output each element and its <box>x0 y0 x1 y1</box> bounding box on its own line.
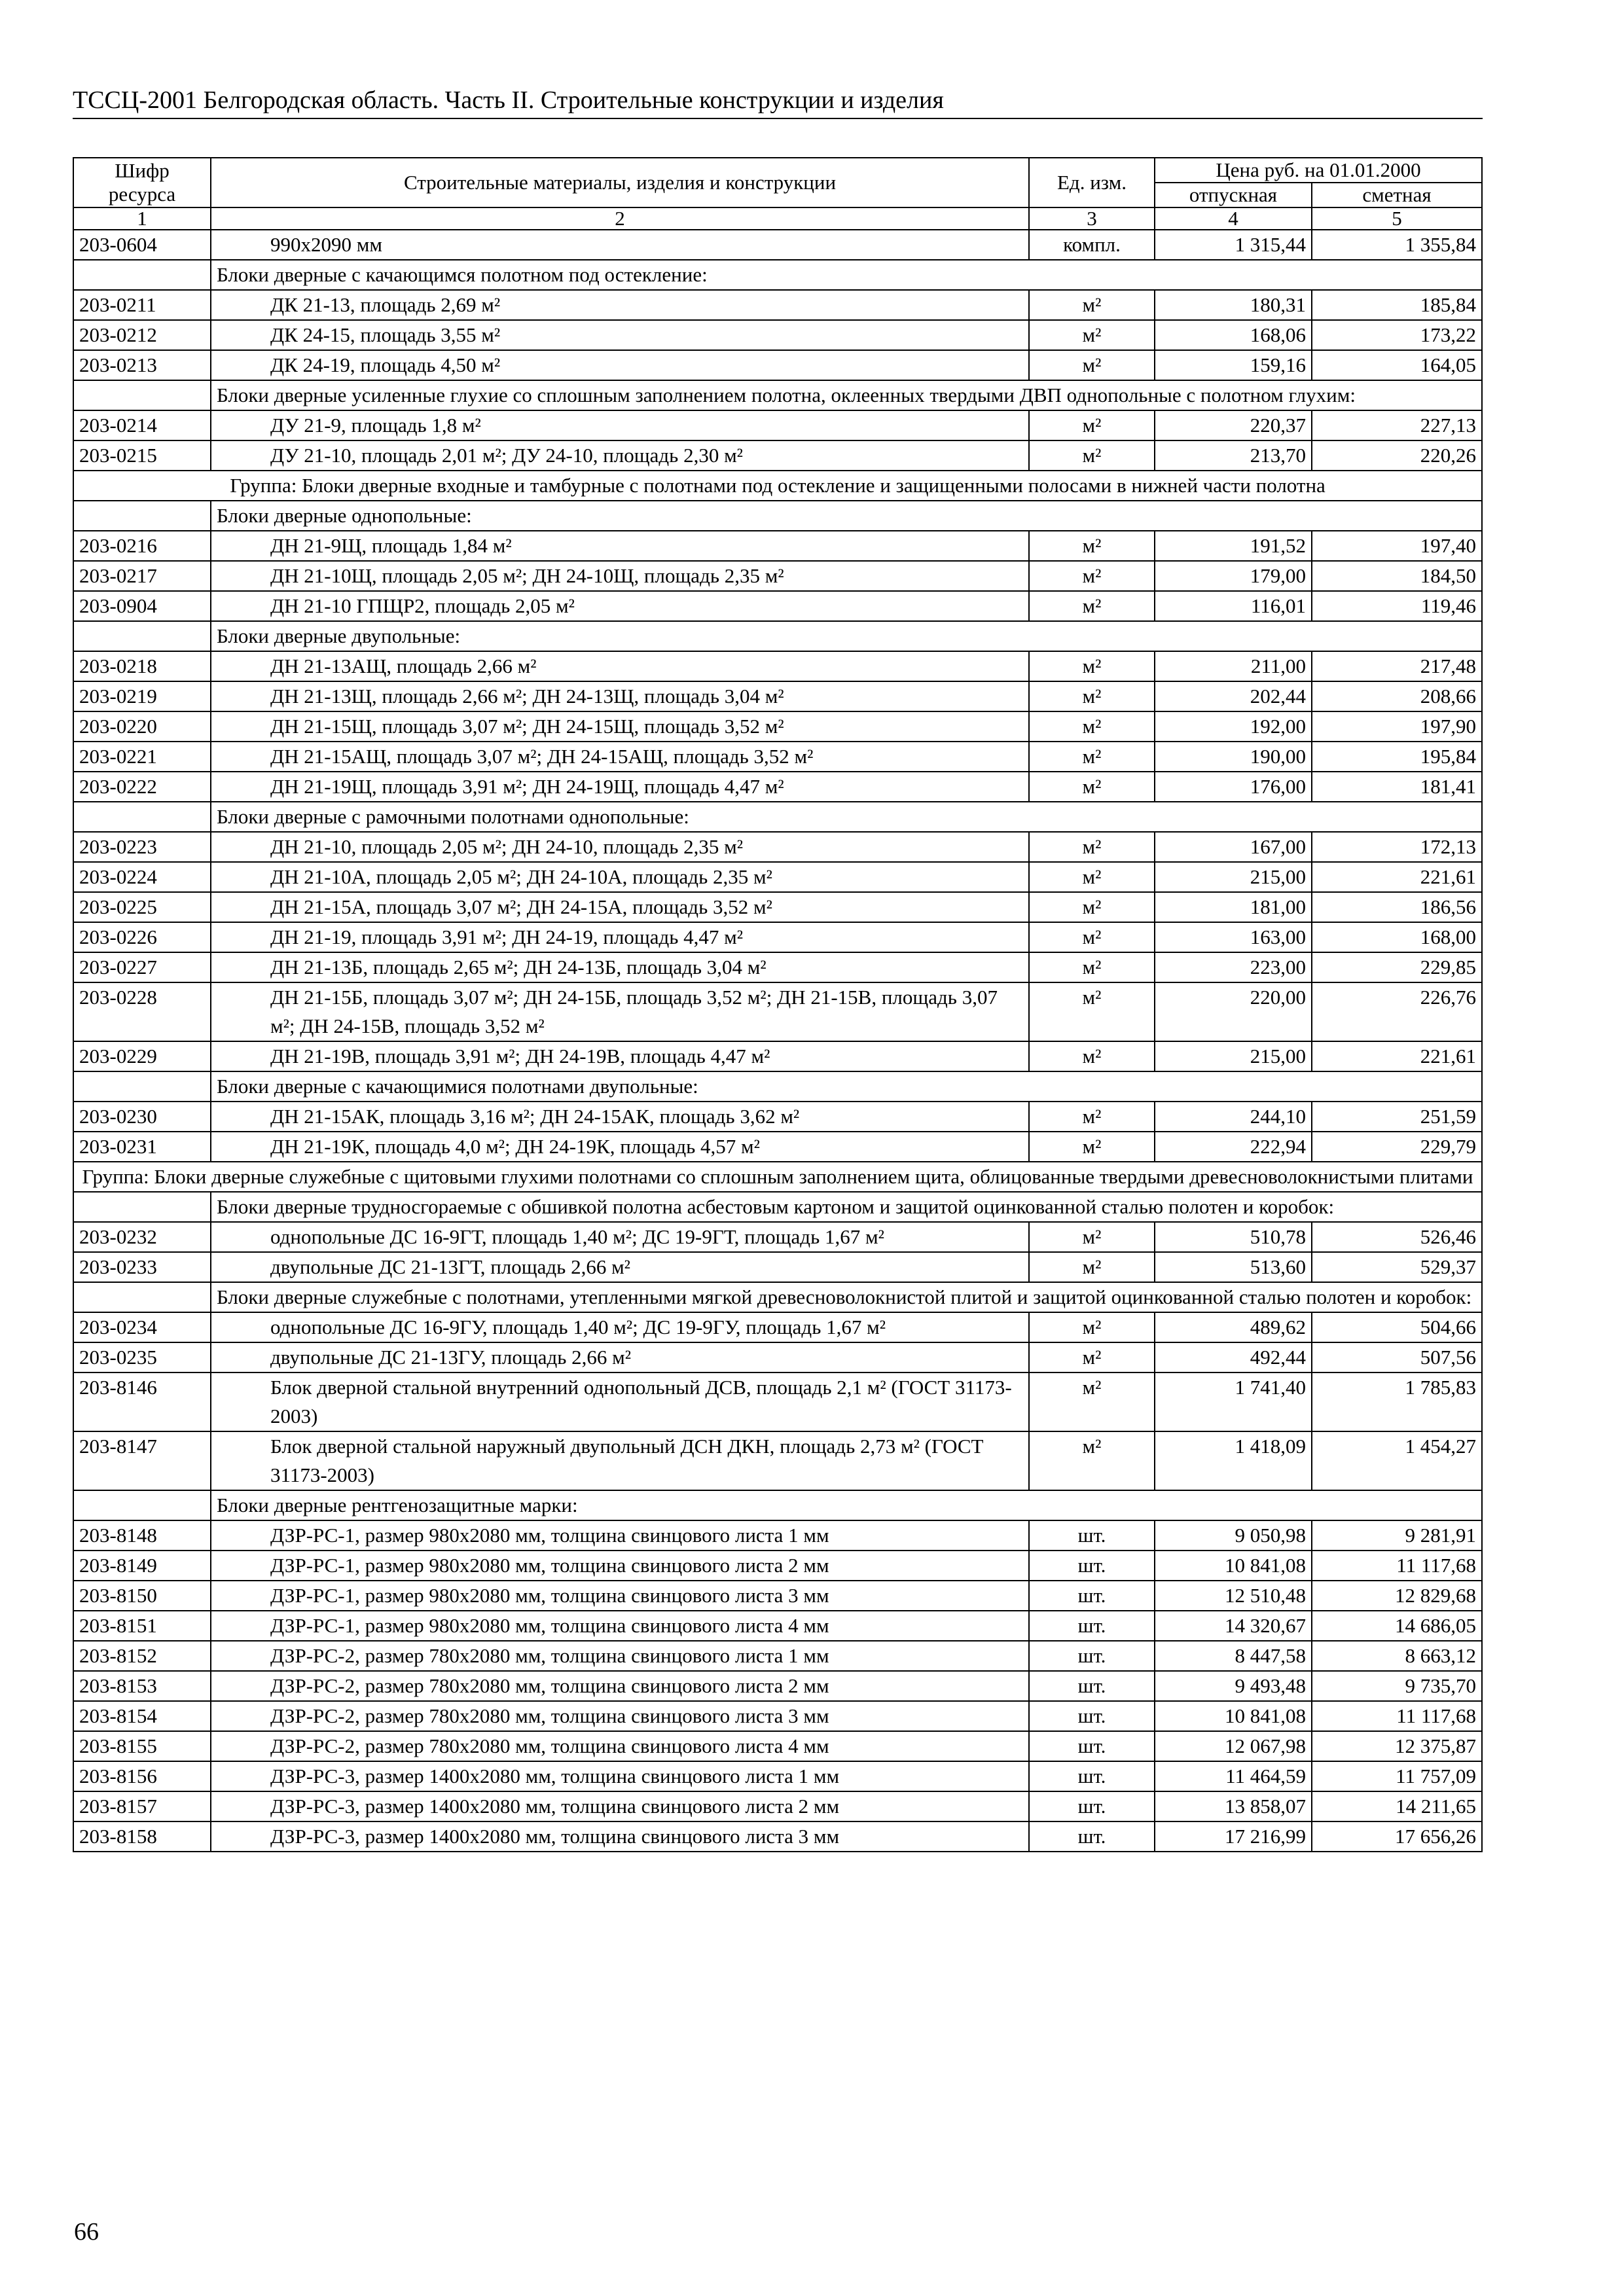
table-row <box>73 531 1482 561</box>
resource-name: двупольные ДС 21-13ГТ, площадь 2,66 м² <box>211 1252 1029 1282</box>
resource-name: ДН 21-10, площадь 2,05 м²; ДН 24-10, площадь 2,35 м² <box>211 832 1029 862</box>
resource-code: 203-0229 <box>73 1041 211 1071</box>
resource-code: 203-0228 <box>73 982 211 1041</box>
release-price: 223,00 <box>1155 952 1312 982</box>
estimate-price: 186,56 <box>1312 892 1482 922</box>
release-price: 202,44 <box>1155 681 1312 711</box>
unit-of-measure: шт. <box>1029 1701 1155 1731</box>
unit-of-measure: м² <box>1029 1102 1155 1132</box>
release-price: 11 464,59 <box>1155 1761 1312 1791</box>
release-price: 163,00 <box>1155 922 1312 952</box>
resource-code: 203-8150 <box>73 1581 211 1611</box>
release-price: 222,94 <box>1155 1132 1312 1162</box>
table-row <box>73 952 1482 982</box>
table-row <box>73 1731 1482 1761</box>
subgroup-title: Блоки дверные усиленные глухие со сплошным заполнением полотна, оклеенных твердыми ДВП однопольные с полотном глухим: <box>211 380 1482 410</box>
resource-code: 203-0232 <box>73 1222 211 1252</box>
estimate-price: 195,84 <box>1312 742 1482 772</box>
table-row <box>73 1671 1482 1701</box>
empty-code-cell <box>73 501 211 531</box>
estimate-price: 226,76 <box>1312 982 1482 1041</box>
estimate-price: 168,00 <box>1312 922 1482 952</box>
release-price: 179,00 <box>1155 561 1312 591</box>
resource-code: 203-8157 <box>73 1791 211 1821</box>
estimate-price: 1 454,27 <box>1312 1431 1482 1490</box>
resource-code: 203-0604 <box>73 230 211 260</box>
resource-name: однопольные ДС 16-9ГТ, площадь 1,40 м²; ДС 19-9ГТ, площадь 1,67 м² <box>211 1222 1029 1252</box>
estimate-price: 220,26 <box>1312 440 1482 471</box>
table-row <box>73 440 1482 471</box>
release-price: 8 447,58 <box>1155 1641 1312 1671</box>
estimate-price: 14 211,65 <box>1312 1791 1482 1821</box>
resource-code: 203-0219 <box>73 681 211 711</box>
estimate-price: 227,13 <box>1312 410 1482 440</box>
table-row <box>73 1132 1482 1162</box>
empty-code-cell <box>73 1192 211 1222</box>
estimate-price: 119,46 <box>1312 591 1482 621</box>
table-row <box>73 1342 1482 1372</box>
resource-name: ДЗР-РС-1, размер 980x2080 мм, толщина свинцового листа 1 мм <box>211 1520 1029 1551</box>
resource-name: ДЗР-РС-1, размер 980x2080 мм, толщина свинцового листа 2 мм <box>211 1551 1029 1581</box>
resource-code: 203-8155 <box>73 1731 211 1761</box>
release-price: 213,70 <box>1155 440 1312 471</box>
unit-of-measure: м² <box>1029 832 1155 862</box>
group-title: Группа: Блоки дверные входные и тамбурные с полотнами под остекление и защищенными полосами в нижней части полотна <box>73 471 1482 501</box>
resource-name: Блок дверной стальной наружный двупольный ДСН ДКН, площадь 2,73 м² (ГОСТ 31173-2003) <box>211 1431 1029 1490</box>
unit-of-measure: м² <box>1029 531 1155 561</box>
resource-name: ДЗР-РС-1, размер 980x2080 мм, толщина свинцового листа 3 мм <box>211 1581 1029 1611</box>
unit-of-measure: шт. <box>1029 1641 1155 1671</box>
resource-code: 203-0224 <box>73 862 211 892</box>
subgroup-row <box>73 1071 1482 1102</box>
release-price: 12 067,98 <box>1155 1731 1312 1761</box>
resource-name: ДН 21-15АК, площадь 3,16 м²; ДН 24-15АК, площадь 3,62 м² <box>211 1102 1029 1132</box>
column-header-code: Шифр ресурса <box>73 158 211 207</box>
resource-name: ДЗР-РС-2, размер 780x2080 мм, толщина свинцового листа 1 мм <box>211 1641 1029 1671</box>
table-row <box>73 922 1482 952</box>
subgroup-title: Блоки дверные трудносгораемые с обшивкой полотна асбестовым картоном и защитой оцинкованной сталью полотен и коробок: <box>211 1192 1482 1222</box>
resource-code: 203-0225 <box>73 892 211 922</box>
resource-name: ДЗР-РС-3, размер 1400x2080 мм, толщина свинцового листа 3 мм <box>211 1821 1029 1852</box>
release-price: 220,37 <box>1155 410 1312 440</box>
unit-of-measure: шт. <box>1029 1821 1155 1852</box>
subgroup-title: Блоки дверные двупольные: <box>211 621 1482 651</box>
empty-code-cell <box>73 260 211 290</box>
subgroup-row <box>73 802 1482 832</box>
resource-name: ДН 21-13Щ, площадь 2,66 м²; ДН 24-13Щ, площадь 3,04 м² <box>211 681 1029 711</box>
column-header-unit: Ед. изм. <box>1029 158 1155 207</box>
estimate-price: 9 735,70 <box>1312 1671 1482 1701</box>
release-price: 192,00 <box>1155 711 1312 742</box>
column-header-name: Строительные материалы, изделия и конструкции <box>211 158 1029 207</box>
resource-code: 203-8156 <box>73 1761 211 1791</box>
release-price: 10 841,08 <box>1155 1701 1312 1731</box>
group-row <box>73 1162 1482 1192</box>
estimate-price: 173,22 <box>1312 320 1482 350</box>
table-row <box>73 711 1482 742</box>
subgroup-title: Блоки дверные рентгенозащитные марки: <box>211 1490 1482 1520</box>
table-row <box>73 1761 1482 1791</box>
unit-of-measure: шт. <box>1029 1611 1155 1641</box>
resource-code: 203-8146 <box>73 1372 211 1431</box>
resource-code: 203-0231 <box>73 1132 211 1162</box>
estimate-price: 208,66 <box>1312 681 1482 711</box>
unit-of-measure: м² <box>1029 1372 1155 1431</box>
resource-name: ДН 21-10А, площадь 2,05 м²; ДН 24-10А, площадь 2,35 м² <box>211 862 1029 892</box>
resource-code: 203-0217 <box>73 561 211 591</box>
estimate-price: 507,56 <box>1312 1342 1482 1372</box>
unit-of-measure: шт. <box>1029 1520 1155 1551</box>
empty-code-cell <box>73 1490 211 1520</box>
empty-code-cell <box>73 380 211 410</box>
price-table <box>73 157 1483 1852</box>
resource-code: 203-0212 <box>73 320 211 350</box>
unit-of-measure: компл. <box>1029 230 1155 260</box>
resource-name: ДН 21-19В, площадь 3,91 м²; ДН 24-19В, площадь 4,47 м² <box>211 1041 1029 1071</box>
unit-of-measure: м² <box>1029 651 1155 681</box>
estimate-price: 14 686,05 <box>1312 1611 1482 1641</box>
resource-name: 990x2090 мм <box>211 230 1029 260</box>
release-price: 190,00 <box>1155 742 1312 772</box>
empty-code-cell <box>73 621 211 651</box>
release-price: 244,10 <box>1155 1102 1312 1132</box>
table-row <box>73 772 1482 802</box>
estimate-price: 185,84 <box>1312 290 1482 320</box>
table-row <box>73 1701 1482 1731</box>
estimate-price: 12 375,87 <box>1312 1731 1482 1761</box>
table-row <box>73 1252 1482 1282</box>
page-number: 66 <box>74 2218 99 2246</box>
resource-code: 203-0227 <box>73 952 211 982</box>
resource-code: 203-0904 <box>73 591 211 621</box>
estimate-price: 11 117,68 <box>1312 1551 1482 1581</box>
unit-of-measure: шт. <box>1029 1551 1155 1581</box>
estimate-price: 172,13 <box>1312 832 1482 862</box>
resource-code: 203-8151 <box>73 1611 211 1641</box>
resource-code: 203-0230 <box>73 1102 211 1132</box>
column-header-release-price: отпускная <box>1155 183 1312 207</box>
unit-of-measure: м² <box>1029 320 1155 350</box>
table-row <box>73 230 1482 260</box>
release-price: 180,31 <box>1155 290 1312 320</box>
subgroup-row <box>73 1192 1482 1222</box>
resource-name: ДЗР-РС-2, размер 780x2080 мм, толщина свинцового листа 2 мм <box>211 1671 1029 1701</box>
resource-code: 203-0213 <box>73 350 211 380</box>
resource-code: 203-8147 <box>73 1431 211 1490</box>
subgroup-title: Блоки дверные с качающимся полотном под остекление: <box>211 260 1482 290</box>
resource-code: 203-8148 <box>73 1520 211 1551</box>
resource-name: ДЗР-РС-2, размер 780x2080 мм, толщина свинцового листа 4 мм <box>211 1731 1029 1761</box>
table-row <box>73 1222 1482 1252</box>
release-price: 168,06 <box>1155 320 1312 350</box>
unit-of-measure: шт. <box>1029 1761 1155 1791</box>
release-price: 13 858,07 <box>1155 1791 1312 1821</box>
estimate-price: 8 663,12 <box>1312 1641 1482 1671</box>
estimate-price: 181,41 <box>1312 772 1482 802</box>
page-header: ТССЦ-2001 Белгородская область. Часть II. Строительные конструкции и изделия <box>73 84 1483 119</box>
table-row <box>73 320 1482 350</box>
table-row <box>73 862 1482 892</box>
estimate-price: 197,40 <box>1312 531 1482 561</box>
resource-name: Блок дверной стальной внутренний однопольный ДСВ, площадь 2,1 м² (ГОСТ 31173-2003) <box>211 1372 1029 1431</box>
resource-code: 203-0234 <box>73 1312 211 1342</box>
estimate-price: 229,85 <box>1312 952 1482 982</box>
unit-of-measure: м² <box>1029 1041 1155 1071</box>
group-title: Группа: Блоки дверные служебные с щитовыми глухими полотнами со сплошным заполнением щита, облицованные твердыми древесноволокнистыми плитами <box>73 1162 1482 1192</box>
release-price: 489,62 <box>1155 1312 1312 1342</box>
resource-name: однопольные ДС 16-9ГУ, площадь 1,40 м²; ДС 19-9ГУ, площадь 1,67 м² <box>211 1312 1029 1342</box>
estimate-price: 17 656,26 <box>1312 1821 1482 1852</box>
resource-code: 203-8152 <box>73 1641 211 1671</box>
table-row <box>73 290 1482 320</box>
release-price: 10 841,08 <box>1155 1551 1312 1581</box>
unit-of-measure: м² <box>1029 952 1155 982</box>
resource-code: 203-8158 <box>73 1821 211 1852</box>
estimate-price: 184,50 <box>1312 561 1482 591</box>
table-row <box>73 561 1482 591</box>
table-row <box>73 1431 1482 1490</box>
unit-of-measure: м² <box>1029 892 1155 922</box>
subgroup-row <box>73 1490 1482 1520</box>
release-price: 211,00 <box>1155 651 1312 681</box>
release-price: 167,00 <box>1155 832 1312 862</box>
estimate-price: 526,46 <box>1312 1222 1482 1252</box>
release-price: 116,01 <box>1155 591 1312 621</box>
unit-of-measure: м² <box>1029 922 1155 952</box>
release-price: 513,60 <box>1155 1252 1312 1282</box>
unit-of-measure: м² <box>1029 350 1155 380</box>
unit-of-measure: м² <box>1029 742 1155 772</box>
unit-of-measure: м² <box>1029 591 1155 621</box>
subgroup-title: Блоки дверные однопольные: <box>211 501 1482 531</box>
column-number: 4 <box>1155 207 1312 230</box>
release-price: 492,44 <box>1155 1342 1312 1372</box>
column-number: 2 <box>211 207 1029 230</box>
unit-of-measure: м² <box>1029 1132 1155 1162</box>
table-row <box>73 1520 1482 1551</box>
table-row <box>73 1641 1482 1671</box>
release-price: 9 050,98 <box>1155 1520 1312 1551</box>
release-price: 510,78 <box>1155 1222 1312 1252</box>
subgroup-row <box>73 621 1482 651</box>
table-row <box>73 1041 1482 1071</box>
resource-name: ДЗР-РС-3, размер 1400x2080 мм, толщина свинцового листа 1 мм <box>211 1761 1029 1791</box>
unit-of-measure: м² <box>1029 1312 1155 1342</box>
release-price: 17 216,99 <box>1155 1821 1312 1852</box>
resource-name: ДК 24-19, площадь 4,50 м² <box>211 350 1029 380</box>
resource-code: 203-0235 <box>73 1342 211 1372</box>
release-price: 159,16 <box>1155 350 1312 380</box>
subgroup-row <box>73 501 1482 531</box>
unit-of-measure: шт. <box>1029 1731 1155 1761</box>
resource-code: 203-0221 <box>73 742 211 772</box>
unit-of-measure: м² <box>1029 681 1155 711</box>
resource-code: 203-8153 <box>73 1671 211 1701</box>
unit-of-measure: шт. <box>1029 1581 1155 1611</box>
table-row <box>73 892 1482 922</box>
resource-code: 203-0216 <box>73 531 211 561</box>
table-row <box>73 1611 1482 1641</box>
estimate-price: 221,61 <box>1312 862 1482 892</box>
estimate-price: 217,48 <box>1312 651 1482 681</box>
resource-code: 203-0220 <box>73 711 211 742</box>
unit-of-measure: шт. <box>1029 1791 1155 1821</box>
column-number: 5 <box>1312 207 1482 230</box>
resource-name: ДН 21-19Щ, площадь 3,91 м²; ДН 24-19Щ, площадь 4,47 м² <box>211 772 1029 802</box>
release-price: 9 493,48 <box>1155 1671 1312 1701</box>
release-price: 181,00 <box>1155 892 1312 922</box>
subgroup-row <box>73 260 1482 290</box>
unit-of-measure: м² <box>1029 440 1155 471</box>
table-row <box>73 1791 1482 1821</box>
resource-code: 203-0211 <box>73 290 211 320</box>
unit-of-measure: шт. <box>1029 1671 1155 1701</box>
unit-of-measure: м² <box>1029 1431 1155 1490</box>
table-row <box>73 350 1482 380</box>
estimate-price: 504,66 <box>1312 1312 1482 1342</box>
resource-code: 203-0223 <box>73 832 211 862</box>
column-number: 3 <box>1029 207 1155 230</box>
resource-name: ДН 21-10Щ, площадь 2,05 м²; ДН 24-10Щ, площадь 2,35 м² <box>211 561 1029 591</box>
release-price: 14 320,67 <box>1155 1611 1312 1641</box>
resource-code: 203-8154 <box>73 1701 211 1731</box>
resource-name: ДН 21-15А, площадь 3,07 м²; ДН 24-15А, площадь 3,52 м² <box>211 892 1029 922</box>
release-price: 220,00 <box>1155 982 1312 1041</box>
estimate-price: 9 281,91 <box>1312 1520 1482 1551</box>
unit-of-measure: м² <box>1029 982 1155 1041</box>
estimate-price: 229,79 <box>1312 1132 1482 1162</box>
unit-of-measure: м² <box>1029 862 1155 892</box>
estimate-price: 11 117,68 <box>1312 1701 1482 1731</box>
release-price: 1 315,44 <box>1155 230 1312 260</box>
table-row <box>73 1551 1482 1581</box>
column-header-price: Цена руб. на 01.01.2000 <box>1155 158 1482 183</box>
resource-name: ДН 21-19К, площадь 4,0 м²; ДН 24-19К, площадь 4,57 м² <box>211 1132 1029 1162</box>
resource-code: 203-0222 <box>73 772 211 802</box>
resource-name: ДН 21-13АЩ, площадь 2,66 м² <box>211 651 1029 681</box>
unit-of-measure: м² <box>1029 410 1155 440</box>
column-number: 1 <box>73 207 211 230</box>
subgroup-row <box>73 380 1482 410</box>
resource-code: 203-8149 <box>73 1551 211 1581</box>
estimate-price: 221,61 <box>1312 1041 1482 1071</box>
release-price: 12 510,48 <box>1155 1581 1312 1611</box>
resource-name: ДЗР-РС-3, размер 1400x2080 мм, толщина свинцового листа 2 мм <box>211 1791 1029 1821</box>
release-price: 215,00 <box>1155 1041 1312 1071</box>
resource-code: 203-0233 <box>73 1252 211 1282</box>
table-row <box>73 1581 1482 1611</box>
resource-name: ДК 24-15, площадь 3,55 м² <box>211 320 1029 350</box>
resource-code: 203-0215 <box>73 440 211 471</box>
resource-name: ДН 21-19, площадь 3,91 м²; ДН 24-19, площадь 4,47 м² <box>211 922 1029 952</box>
resource-name: ДЗР-РС-1, размер 980x2080 мм, толщина свинцового листа 4 мм <box>211 1611 1029 1641</box>
subgroup-row <box>73 1282 1482 1312</box>
resource-name: ДЗР-РС-2, размер 780x2080 мм, толщина свинцового листа 3 мм <box>211 1701 1029 1731</box>
release-price: 1 741,40 <box>1155 1372 1312 1431</box>
unit-of-measure: м² <box>1029 1252 1155 1282</box>
release-price: 191,52 <box>1155 531 1312 561</box>
table-row <box>73 1821 1482 1852</box>
table-row <box>73 832 1482 862</box>
unit-of-measure: м² <box>1029 711 1155 742</box>
table-row <box>73 651 1482 681</box>
column-numbers-row <box>73 207 1482 230</box>
subgroup-title: Блоки дверные с качающимися полотнами двупольные: <box>211 1071 1482 1102</box>
resource-name: ДН 21-15Щ, площадь 3,07 м²; ДН 24-15Щ, площадь 3,52 м² <box>211 711 1029 742</box>
resource-name: ДН 21-13Б, площадь 2,65 м²; ДН 24-13Б, площадь 3,04 м² <box>211 952 1029 982</box>
group-row <box>73 471 1482 501</box>
unit-of-measure: м² <box>1029 561 1155 591</box>
unit-of-measure: м² <box>1029 772 1155 802</box>
estimate-price: 12 829,68 <box>1312 1581 1482 1611</box>
resource-name: ДУ 21-10, площадь 2,01 м²; ДУ 24-10, площадь 2,30 м² <box>211 440 1029 471</box>
unit-of-measure: м² <box>1029 1342 1155 1372</box>
subgroup-title: Блоки дверные служебные с полотнами, утепленными мягкой древесноволокнистой плитой и защитой оцинкованной сталью полотен и коробок: <box>211 1282 1482 1312</box>
estimate-price: 197,90 <box>1312 711 1482 742</box>
table-row <box>73 1312 1482 1342</box>
release-price: 176,00 <box>1155 772 1312 802</box>
resource-name: ДН 21-15АЩ, площадь 3,07 м²; ДН 24-15АЩ, площадь 3,52 м² <box>211 742 1029 772</box>
estimate-price: 251,59 <box>1312 1102 1482 1132</box>
table-row <box>73 742 1482 772</box>
unit-of-measure: м² <box>1029 1222 1155 1252</box>
subgroup-title: Блоки дверные с рамочными полотнами однопольные: <box>211 802 1482 832</box>
table-row <box>73 1372 1482 1431</box>
estimate-price: 1 355,84 <box>1312 230 1482 260</box>
resource-name: ДН 21-9Щ, площадь 1,84 м² <box>211 531 1029 561</box>
resource-name: ДУ 21-9, площадь 1,8 м² <box>211 410 1029 440</box>
estimate-price: 11 757,09 <box>1312 1761 1482 1791</box>
release-price: 1 418,09 <box>1155 1431 1312 1490</box>
empty-code-cell <box>73 802 211 832</box>
table-row <box>73 982 1482 1041</box>
resource-name: ДН 21-10 ГПЩР2, площадь 2,05 м² <box>211 591 1029 621</box>
empty-code-cell <box>73 1282 211 1312</box>
estimate-price: 1 785,83 <box>1312 1372 1482 1431</box>
resource-code: 203-0214 <box>73 410 211 440</box>
table-row <box>73 410 1482 440</box>
unit-of-measure: м² <box>1029 290 1155 320</box>
table-row <box>73 1102 1482 1132</box>
empty-code-cell <box>73 1071 211 1102</box>
resource-code: 203-0218 <box>73 651 211 681</box>
column-header-estimate-price: сметная <box>1312 183 1482 207</box>
resource-name: двупольные ДС 21-13ГУ, площадь 2,66 м² <box>211 1342 1029 1372</box>
table-body <box>73 230 1482 1852</box>
release-price: 215,00 <box>1155 862 1312 892</box>
resource-name: ДК 21-13, площадь 2,69 м² <box>211 290 1029 320</box>
estimate-price: 164,05 <box>1312 350 1482 380</box>
table-row <box>73 591 1482 621</box>
estimate-price: 529,37 <box>1312 1252 1482 1282</box>
resource-name: ДН 21-15Б, площадь 3,07 м²; ДН 24-15Б, площадь 3,52 м²; ДН 21-15В, площадь 3,07 м²; ДН 24-15В, площадь 3,52 м² <box>211 982 1029 1041</box>
resource-code: 203-0226 <box>73 922 211 952</box>
table-row <box>73 681 1482 711</box>
